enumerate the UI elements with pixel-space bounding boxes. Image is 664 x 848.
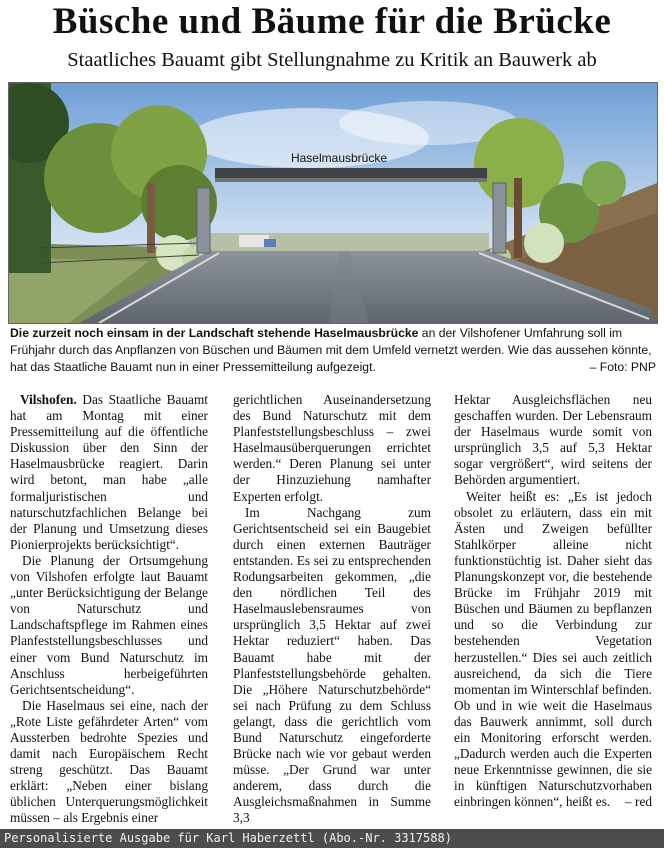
article-column-2 bbox=[233, 392, 431, 827]
caption-lead: Die zurzeit noch einsam in der Landschaft stehende Haselmausbrücke bbox=[10, 326, 419, 340]
paragraph: Die Planung der Ortsumgehung von Vilshofen erfolgte laut Bauamt „unter Berücksichtigung der Belange von Naturschutz und Landschaftspflege im Rahmen eines Planfeststellungsbeschlusses und einer vom Bund Naturschutz im Anschluss herbeigeführten Gerichtsentscheidung“. bbox=[10, 552, 208, 697]
paragraph: Die Haselmaus sei eine, nach der „Rote Liste gefährdeter Arten“ vom Aussterben bedrohte Spezies und damit nach Europäischem Recht streng geschützt. Das Bauamt erklärt: „Neben einer bislang üblichen Unterquerungsmöglichkeit müssen – als Ergebnis einer bbox=[10, 697, 208, 826]
paragraph bbox=[454, 489, 652, 811]
photo-credit: – Foto: PNP bbox=[589, 360, 656, 374]
photo-caption bbox=[10, 325, 656, 376]
bridge-label: Haselmausbrücke bbox=[290, 151, 388, 165]
subheadline: Staatliches Bauamt gibt Stellungnahme zu Kritik an Bauwerk ab bbox=[67, 49, 597, 71]
bridge-photo-illustration bbox=[9, 83, 657, 323]
article-column-3 bbox=[454, 392, 652, 810]
article-photo bbox=[8, 82, 658, 324]
paragraph-text: Weiter heißt es: „Es ist jedoch obsolet zu erläutern, dass ein mit Ästen und Zweigen befüllter Stahlkörper alleine nicht funktionstüchtig ist. Daher sieht das Planungskonzept vor, die bestehende Brücke im Frühjahr 2019 mit Büschen und Bäumen zu bepflanzen und so die Verbindung zur bestehenden Vegetation herzustellen.“ Dies sei auch zeitlich ausreichend, da sich die Tiere momentan im Winterschlaf befinden. Ob und in wie weit die Haselmaus das Bauwerk annimmt, soll durch ein Monitoring erforscht werden. „Dadurch werden auch die Experten neue Erkenntnisse gewinnen, die sie in künftigen Naturschutzvorhaben einbringen können“, heißt es. bbox=[454, 488, 652, 810]
caption-text: an der Vilshofener Umfahrung soll im Frühjahr durch das Anpflanzen von Büschen und Bäumen mit dem Umfeld vernetzt werden. Wie das aussehen könnte, hat das Staatliche Bauamt nun in einer Pressemitteilung aufgezeigt. bbox=[10, 326, 652, 374]
headline: Büsche und Bäume für die Brücke bbox=[52, 1, 612, 42]
paragraph-text: Das Staatliche Bauamt hat am Montag mit einer Pressemitteilung auf die öffentliche Diskussion über den Sinn der Haselmausbrücke reagiert. Darin wird betont, man habe „alle formaljuristischen und naturschutzfachlichen Belange bei der Planung und Umsetzung dieses Pionierprojekts berücksichtigt“. bbox=[10, 392, 208, 552]
paragraph: Im Nachgang zum Gerichtsentscheid sei ein Baugebiet durch einen externen Bauträger entstanden. Es sei zu entsprechenden Rodungsarbeiten gekommen, „die den nördlichen Teil des Haselmauslebensraumes von ursprünglich 3,5 Hektar auf zwei Hektar reduziert“ haben. Das Bauamt habe mit der Planfeststellungsbehörde gehalten. Die „Höhere Naturschutzbehörde“ sei nach Prüfung zu dem Schluss gelangt, dass die gerichtlich vom Bund Naturschutz eingeforderte Brücke nach wie vor gebaut werden müsse. „Der Grund war unter anderem, dass durch die Ausgleichsmaßnahmen in Summe 3,3 bbox=[233, 504, 431, 826]
paragraph: gerichtlichen Auseinandersetzung des Bund Naturschutz mit dem Planfeststellungsbeschluss – zwei Haselmausüberquerungen errichtet werden.“ Deren Planung sei unter der Hinzuziehung namhafter Experten erfolgt. bbox=[233, 392, 431, 504]
article-column-1 bbox=[10, 392, 208, 827]
author-signature: – red bbox=[625, 794, 652, 810]
paragraph bbox=[10, 392, 208, 553]
dateline: Vilshofen. bbox=[20, 392, 77, 407]
personalization-footer: Personalisierte Ausgabe für Karl Haberzettl (Abo.-Nr. 3317588) bbox=[0, 829, 664, 848]
paragraph: Hektar Ausgleichsflächen neu geschaffen wurden. Der Lebensraum der Haselmaus wurde somit von ursprünglich 3,5 auf 5,3 Hektar sogar vergrößert“, wird seitens der Behörden argumentiert. bbox=[454, 392, 652, 488]
